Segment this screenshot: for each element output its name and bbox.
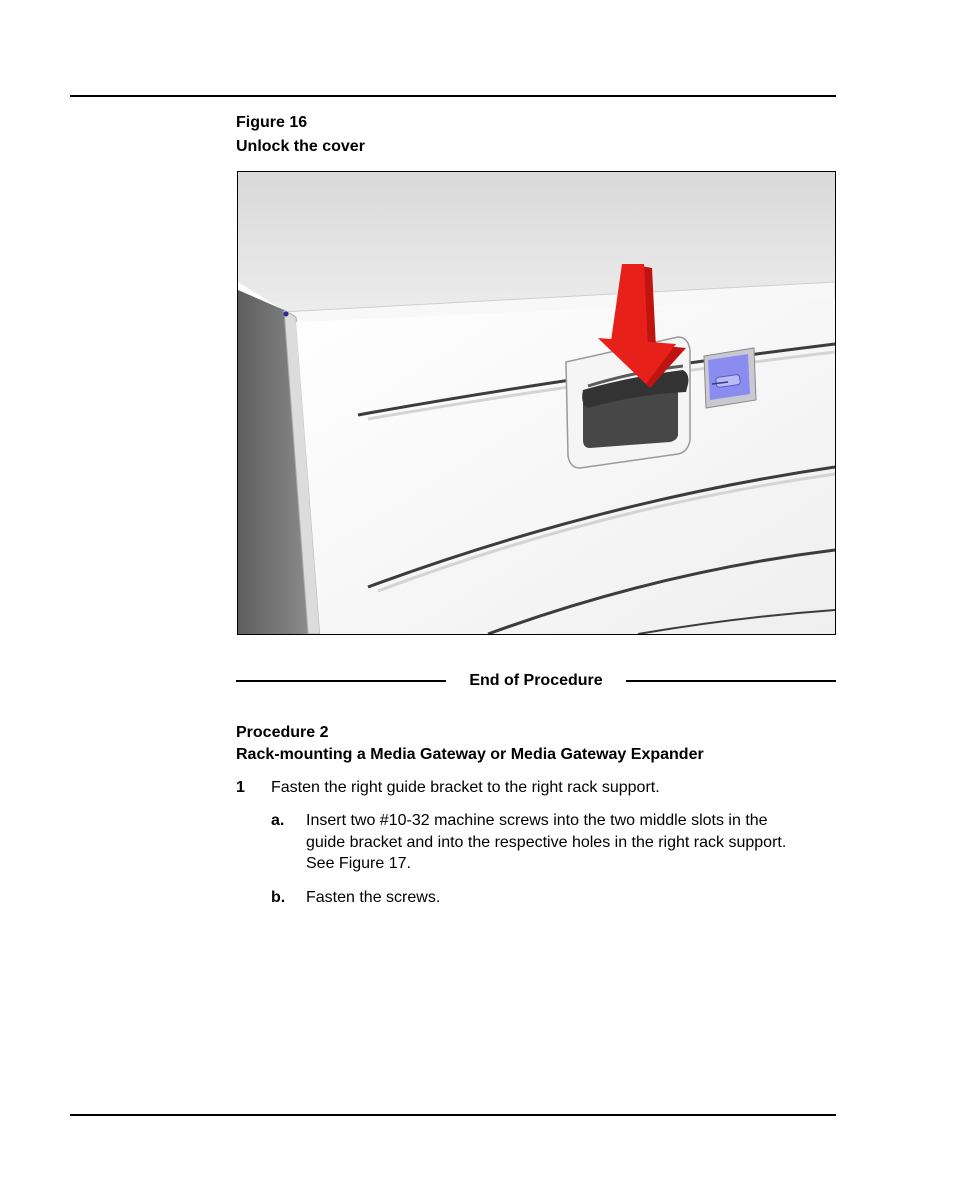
corner-dot (284, 312, 289, 317)
substep-letter: b. (271, 889, 286, 906)
step-text: Fasten the right guide bracket to the right rack support. (271, 779, 660, 796)
substep-line: guide bracket and into the respective holes in the right rack support. (306, 833, 787, 851)
substep-text (306, 887, 838, 909)
procedure-label: Procedure 2 (236, 724, 329, 741)
procedure-title: Rack-mounting a Media Gateway or Media Gateway Expander (236, 746, 704, 763)
substep-line: See Figure 17. (306, 855, 411, 872)
figure-title: Unlock the cover (236, 138, 365, 155)
figure-illustration (237, 171, 836, 635)
bottom-rule (70, 1114, 836, 1116)
cover-unlock-illustration (238, 172, 835, 634)
end-of-procedure-rule-right (626, 680, 836, 682)
substep-letter: a. (271, 812, 285, 829)
substep-text (306, 810, 838, 875)
substep-line: Insert two #10-32 machine screws into the two middle slots in the (306, 812, 768, 829)
top-rule (70, 95, 836, 97)
end-of-procedure-rule-left (236, 680, 446, 682)
substep-line: Fasten the screws. (306, 889, 441, 906)
end-of-procedure-label: End of Procedure (469, 672, 603, 689)
step-number: 1 (236, 779, 245, 796)
figure-label: Figure 16 (236, 114, 308, 131)
